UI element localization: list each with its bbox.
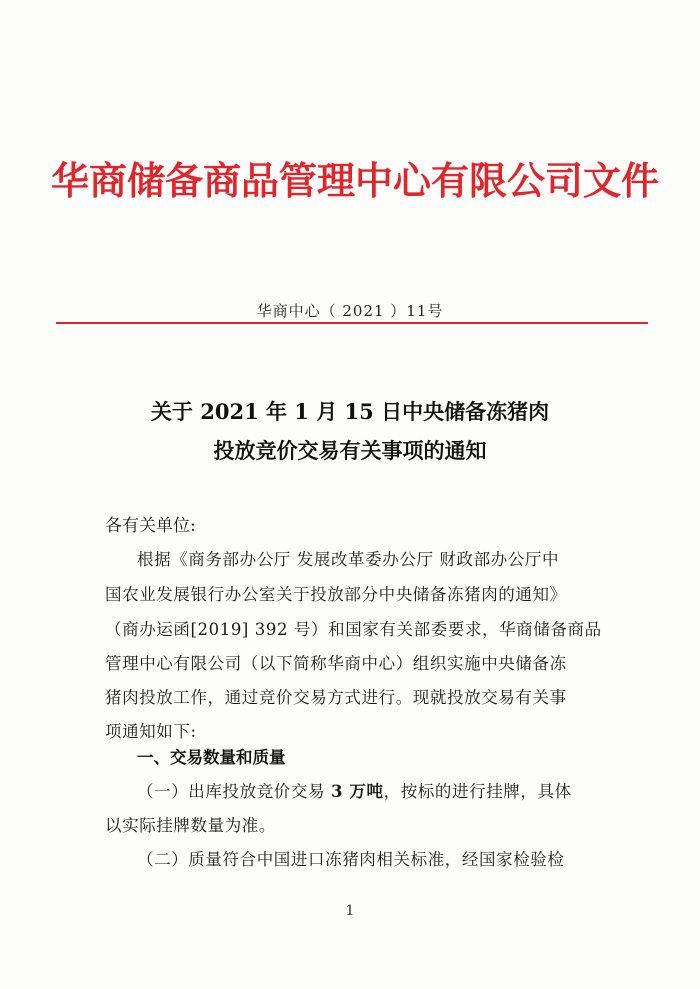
item-1-suffix: ，按标的进行挂牌，具体 bbox=[383, 782, 572, 801]
document-title-line-1: 关于 2021 年 1 月 15 日中央储备冻猪肉 bbox=[150, 399, 550, 424]
item-1-line-2: 以实际挂牌数量为准。 bbox=[105, 816, 276, 835]
body-line: 项通知如下: bbox=[105, 722, 197, 741]
document-number: 华商中心（ 2021 ）11号 bbox=[256, 302, 444, 320]
item-1-line-1 bbox=[137, 778, 647, 802]
salutation: 各有关单位: bbox=[105, 516, 196, 536]
item-2-line-1: （二）质量符合中国进口冻猪肉相关标准，经国家检验检 bbox=[137, 850, 565, 869]
section-heading-1: 一、交易数量和质量 bbox=[137, 748, 286, 767]
body-line: 根据《商务部办公厅 发展改革委办公厅 财政部办公厅中 bbox=[137, 550, 560, 569]
item-1-quantity: 3 万吨 bbox=[330, 782, 384, 801]
item-1-prefix: （一）出库投放竞价交易 bbox=[137, 782, 331, 801]
body-line: （商办运函[2019] 392 号）和国家有关部委要求，华商储备商品 bbox=[105, 620, 602, 639]
body-line: 国农业发展银行办公室关于投放部分中央储备冻猪肉的通知》 bbox=[105, 585, 567, 604]
issuing-organization-header: 华商储备商品管理中心有限公司文件 bbox=[50, 159, 659, 203]
page-number: 1 bbox=[345, 903, 355, 919]
red-divider-line bbox=[56, 322, 648, 324]
body-line: 猪肉投放工作，通过竞价交易方式进行。现就投放交易有关事 bbox=[105, 688, 567, 707]
body-line: 管理中心有限公司（以下简称华商中心）组织实施中央储备冻 bbox=[105, 654, 567, 673]
document-title-line-2: 投放竞价交易有关事项的通知 bbox=[213, 438, 487, 463]
